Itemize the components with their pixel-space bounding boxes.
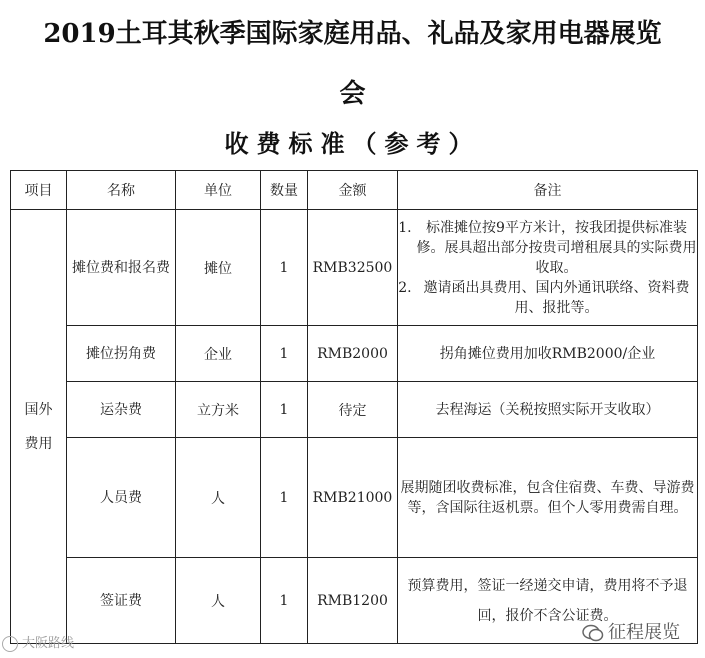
header-amount: 金额 <box>308 171 398 210</box>
header-qty: 数量 <box>261 171 308 210</box>
row-unit: 人 <box>176 558 261 644</box>
row-qty: 1 <box>261 210 308 326</box>
title-line-2: 会 <box>339 79 366 109</box>
header-item: 项目 <box>11 171 67 210</box>
note-item: 2. 邀请函出具费用、国内外通讯联络、资料费用、报批等。 <box>416 278 697 318</box>
header-note: 备注 <box>398 171 698 210</box>
row-name: 摊位拐角费 <box>67 326 176 382</box>
watermark-logo-icon <box>2 636 18 652</box>
row-amount: RMB1200 <box>308 558 398 644</box>
row-amount: RMB32500 <box>308 210 398 326</box>
table-row <box>11 382 698 438</box>
row-qty: 1 <box>261 558 308 644</box>
row-unit: 摊位 <box>176 210 261 326</box>
note-item: 1. 标准摊位按9平方米计，按我团提供标准装修。展具超出部分按贵司增租展具的实际费用收取。 <box>416 218 697 278</box>
row-unit: 人 <box>176 438 261 558</box>
row-qty: 1 <box>261 438 308 558</box>
table-row <box>11 438 698 558</box>
row-unit: 企业 <box>176 326 261 382</box>
table-header-row <box>11 171 698 210</box>
row-qty: 1 <box>261 382 308 438</box>
row-note: 拐角摊位费用加收RMB2000/企业 <box>398 326 698 382</box>
watermark-left <box>2 632 74 652</box>
row-note: 展期随团收费标准，包含住宿费、车费、导游费等，含国际往返机票。但个人零用费需自理。 <box>398 438 698 558</box>
row-amount: 待定 <box>308 382 398 438</box>
row-note <box>398 210 698 326</box>
document-subtitle: 收费标准（参考） <box>224 129 481 158</box>
table-row <box>11 210 698 326</box>
category-line-2: 费用 <box>24 435 53 452</box>
category-cell <box>11 210 67 644</box>
note-list <box>398 218 697 318</box>
watermark-right <box>582 618 680 644</box>
row-name: 人员费 <box>67 438 176 558</box>
document-title <box>0 4 705 124</box>
category-line-1: 国外 <box>24 401 53 418</box>
row-qty: 1 <box>261 326 308 382</box>
title-line-1: 2019土耳其秋季国际家庭用品、礼品及家用电器展览 <box>43 19 662 49</box>
wechat-icon <box>582 624 604 642</box>
header-name: 名称 <box>67 171 176 210</box>
row-amount: RMB2000 <box>308 326 398 382</box>
table-row <box>11 326 698 382</box>
watermark-right-text: 征程展览 <box>608 622 680 643</box>
row-note: 预算费用，签证一经递交申请，费用将不予退回，报价不含公证费。 <box>398 558 698 644</box>
watermark-left-text: 大阪路线 <box>22 636 75 651</box>
header-unit: 单位 <box>176 171 261 210</box>
row-unit: 立方米 <box>176 382 261 438</box>
row-name: 运杂费 <box>67 382 176 438</box>
row-note: 去程海运（关税按照实际开支收取） <box>398 382 698 438</box>
fee-table <box>10 170 698 644</box>
row-amount: RMB21000 <box>308 438 398 558</box>
row-name: 摊位费和报名费 <box>67 210 176 326</box>
row-name: 签证费 <box>67 558 176 644</box>
